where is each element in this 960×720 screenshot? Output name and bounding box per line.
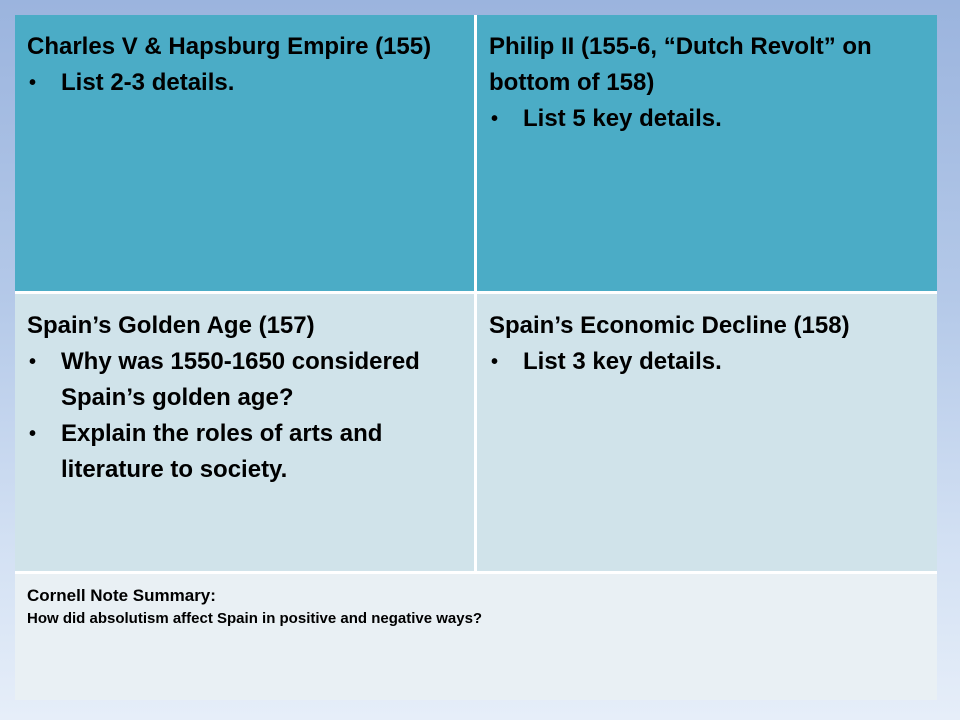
notes-table bbox=[15, 15, 937, 700]
bullet-icon: • bbox=[29, 351, 37, 373]
bullet-list bbox=[27, 65, 462, 101]
bullet-list bbox=[27, 344, 462, 488]
cell-title: Charles V & Hapsburg Empire (155) bbox=[27, 33, 432, 60]
bullet-text: List 2-3 details. bbox=[61, 69, 235, 96]
cell-philip-ii bbox=[477, 15, 937, 291]
bullet-item bbox=[27, 344, 462, 416]
bullet-list bbox=[489, 344, 925, 380]
bullet-list bbox=[489, 101, 925, 137]
bullet-item bbox=[489, 344, 925, 380]
cell-title: Spain’s Economic Decline (158) bbox=[489, 312, 850, 339]
bullet-item bbox=[27, 416, 462, 488]
bullet-text: Why was 1550-1650 considered Spain’s golden age? bbox=[61, 348, 420, 411]
bullet-item bbox=[489, 101, 925, 137]
bullet-icon: • bbox=[29, 423, 37, 445]
cell-golden-age bbox=[15, 294, 474, 571]
summary-title: Cornell Note Summary: bbox=[27, 586, 216, 605]
bullet-icon: • bbox=[29, 72, 37, 94]
cell-charles-v bbox=[15, 15, 474, 291]
cell-economic-decline bbox=[477, 294, 937, 571]
cell-summary bbox=[15, 574, 937, 700]
bullet-text: List 3 key details. bbox=[523, 348, 722, 375]
bullet-item bbox=[27, 65, 462, 101]
summary-question: How did absolutism affect Spain in positive and negative ways? bbox=[27, 610, 483, 627]
bullet-text: List 5 key details. bbox=[523, 105, 722, 132]
bullet-icon: • bbox=[491, 351, 499, 373]
bullet-text: Explain the roles of arts and literature to society. bbox=[61, 420, 383, 483]
bullet-icon: • bbox=[491, 108, 499, 130]
cell-title: Philip II (155-6, “Dutch Revolt” on bottom of 158) bbox=[489, 33, 872, 96]
cell-title: Spain’s Golden Age (157) bbox=[27, 312, 315, 339]
